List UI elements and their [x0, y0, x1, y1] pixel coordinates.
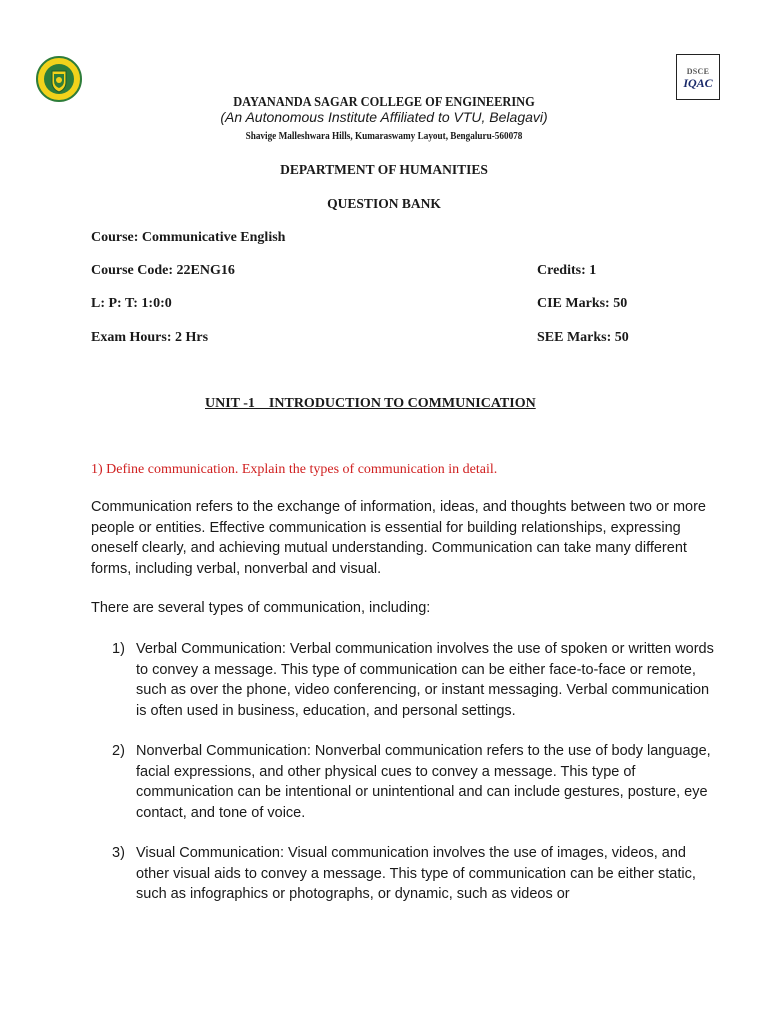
document-title: QUESTION BANK — [327, 196, 441, 211]
course-name: Course: Communicative English — [91, 230, 286, 245]
college-name: DAYANANDA SAGAR COLLEGE OF ENGINEERING — [233, 94, 535, 109]
unit-heading: UNIT -1 INTRODUCTION TO COMMUNICATION — [205, 396, 536, 411]
department-title: DEPARTMENT OF HUMANITIES — [280, 162, 488, 177]
see-marks: SEE Marks: 50 — [537, 330, 629, 345]
list-item-text: Verbal Communication: Verbal communication involves the use of spoken or written words to convey a message. This type of communication can be either face-to-face or remote, such as over the phone, video conferencing, or instant messaging. Verbal communication is often used in business, education, and personal settings. — [136, 641, 714, 719]
list-item — [91, 843, 721, 905]
communication-types-list — [91, 639, 721, 925]
course-ltp: L: P: T: 1:0:0 — [91, 296, 172, 311]
types-intro-paragraph: There are several types of communication, including: — [91, 600, 431, 616]
cie-marks: CIE Marks: 50 — [537, 296, 628, 311]
list-item — [91, 639, 721, 721]
answer-intro-paragraph: Communication refers to the exchange of information, ideas, and thoughts between two or more people or entities. Effective communication is essential for building relationships, expressing oneself clearly, and achieving mutual understanding. Communication can take many different forms, including verbal, nonverbal and visual. — [91, 499, 706, 577]
list-item-number: 1) — [112, 641, 125, 657]
college-address: Shavige Malleshwara Hills, Kumaraswamy Layout, Bengaluru-560078 — [245, 131, 523, 142]
exam-hours: Exam Hours: 2 Hrs — [91, 330, 209, 345]
question-1: 1) Define communication. Explain the types of communication in detail. — [91, 462, 498, 477]
list-item — [91, 741, 721, 823]
iqac-logo-main-text: IQAC — [683, 76, 713, 90]
list-item-number: 2) — [112, 743, 125, 759]
list-item-text: Nonverbal Communication: Nonverbal communication refers to the use of body language, facial expressions, and other physical cues to convey a message. This type of communication can be intentional or unintentional and can include gestures, posture, eye contact, and tone of voice. — [136, 743, 711, 821]
list-item-text: Visual Communication: Visual communication involves the use of images, videos, and other visual aids to convey a message. This type of communication can be either static, such as infographics or photographs, or dynamic, such as videos or — [136, 845, 696, 902]
iqac-logo-top-text: DSCE — [686, 67, 710, 76]
college-affiliation: (An Autonomous Institute Affiliated to VTU, Belagavi) — [220, 109, 548, 125]
course-credits: Credits: 1 — [537, 263, 597, 278]
course-code: Course Code: 22ENG16 — [91, 263, 235, 278]
list-item-number: 3) — [112, 845, 125, 861]
